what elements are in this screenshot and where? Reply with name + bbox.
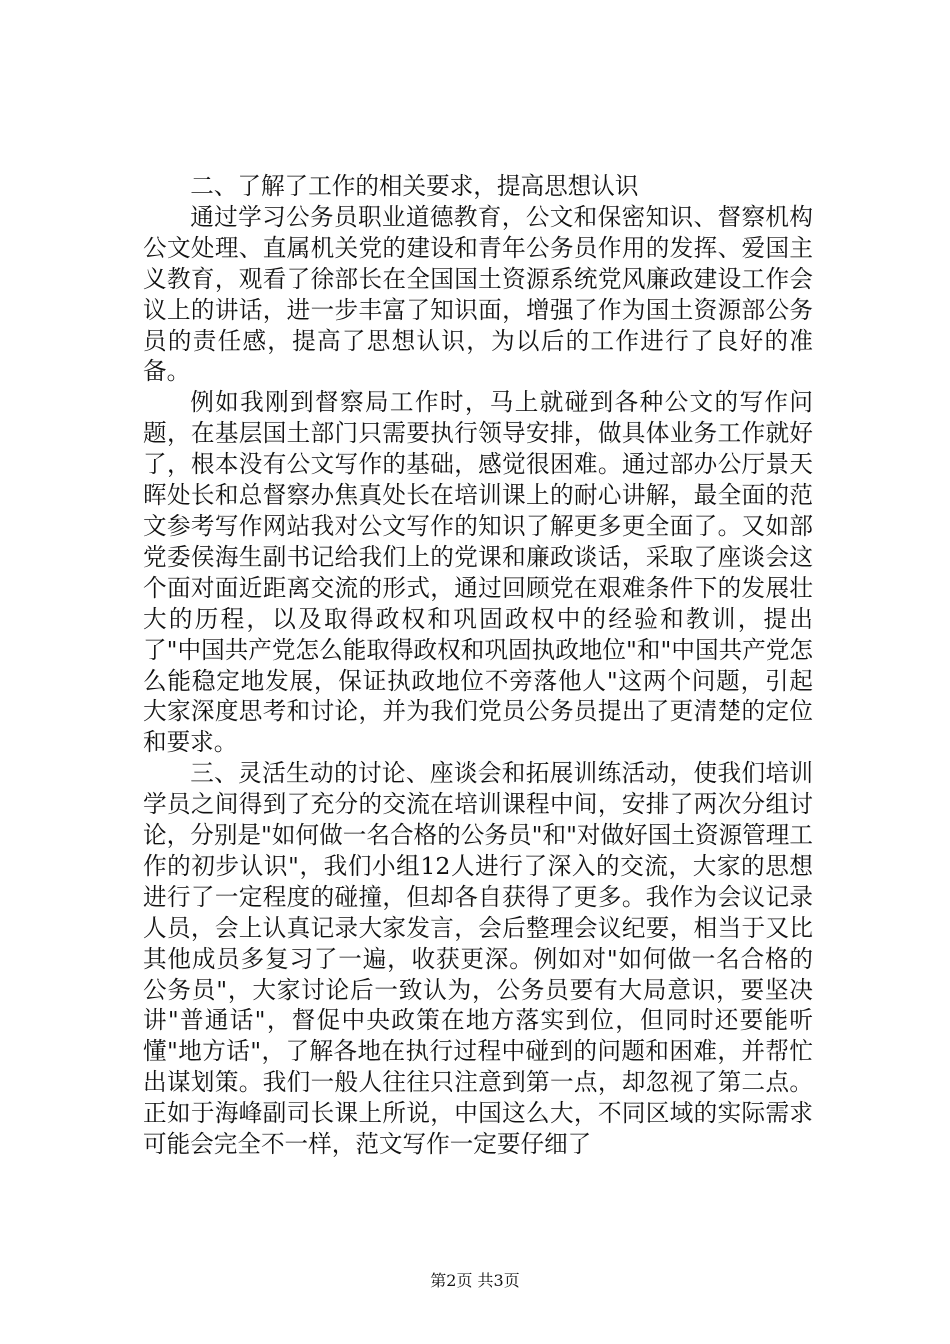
section-heading-2: 二、了解了工作的相关要求，提高思想认识 [190,172,639,200]
page-footer: 第2页 共3页 [430,1271,520,1290]
section-paragraph-3: 三、灵活生动的讨论、座谈会和拓展训练活动，使我们培训学员之间得到了充分的交流在培训课程中间，安排了两次分组讨论，分别是"如何做一名合格的公务员"和"对做好国土资源管理工作的初步认识"，我们小组12人进行了深入的交流，大家的思想进行了一定程度的碰撞，但却各自获得了更多。我作为会议记录人员，会上认真记录大家发言，会后整理会议纪要，相当于又比其他成员多复习了一遍，收获更深。例如对"如何做一名合格的公务员"，大家讨论后一致认为，公务员要有大局意识，要坚决讲"普通话"，督促中央政策在地方落实到位，但同时还要能听懂"地方话"，了解各地在执行过程中碰到的问题和困难，并帮忙出谋划策。我们一般人往往只注意到第一点，却忽视了第二点。正如于海峰副司长课上所说，中国这么大，不同区域的实际需求可能会完全不一样，范文写作一定要仔细了 [143,759,813,1159]
document-body [143,171,813,1160]
body-paragraph: 通过学习公务员职业道德教育，公文和保密知识、督察机构公文处理、直属机关党的建设和青年公务员作用的发挥、爱国主义教育，观看了徐部长在全国国土资源系统党风廉政建设工作会议上的讲话，进一步丰富了知识面，增强了作为国土资源部公务员的责任感，提高了思想认识，为以后的工作进行了良好的准备。 [143,202,813,386]
body-paragraph: 例如我刚到督察局工作时，马上就碰到各种公文的写作问题，在基层国土部门只需要执行领导安排，做具体业务工作就好了，根本没有公文写作的基础，感觉很困难。通过部办公厅景天晖处长和总督察办焦真处长在培训课上的耐心讲解，最全面的范文参考写作网站我对公文写作的知识了解更多更全面了。又如部党委侯海生副书记给我们上的党课和廉政谈话，采取了座谈会这个面对面近距离交流的形式，通过回顾党在艰难条件下的发展壮大的历程，以及取得政权和巩固政权中的经验和教训，提出了"中国共产党怎么能取得政权和巩固执政地位"和"中国共产党怎么能稳定地发展，保证执政地位不旁落他人"这两个问题，引起大家深度思考和讨论，并为我们党员公务员提出了更清楚的定位和要求。 [143,388,813,757]
